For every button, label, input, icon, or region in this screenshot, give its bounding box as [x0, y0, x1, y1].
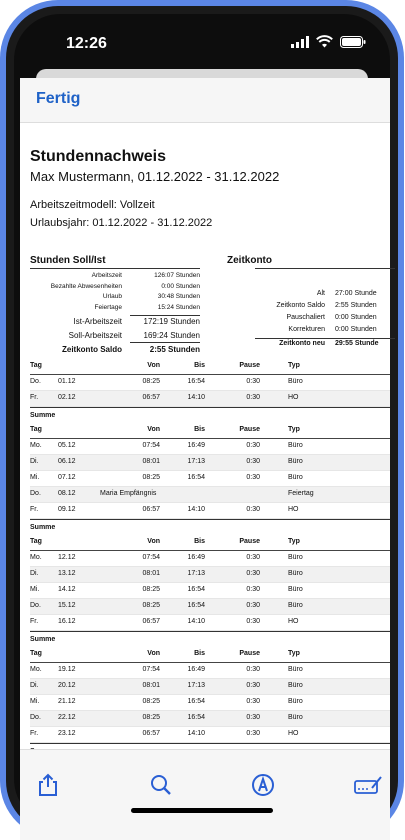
table-row	[30, 375, 390, 391]
to-cell: 16:54	[187, 586, 205, 593]
search-button[interactable]	[148, 772, 174, 798]
from-cell: 07:54	[142, 554, 160, 561]
header-bis: Bis	[194, 362, 205, 369]
type-cell: Büro	[288, 458, 303, 465]
pause-cell: 0:30	[246, 682, 260, 689]
search-icon	[148, 772, 174, 798]
header-pause: Pause	[239, 362, 260, 369]
header-bis: Bis	[194, 426, 205, 433]
signal-icon	[291, 36, 309, 48]
date-cell: 23.12	[58, 730, 76, 737]
sum-row	[30, 407, 390, 423]
to-cell: 14:10	[187, 618, 205, 625]
date-cell: 19.12	[58, 666, 76, 673]
signature-icon	[353, 772, 383, 798]
type-cell: Büro	[288, 474, 303, 481]
from-cell: 08:25	[142, 474, 160, 481]
type-cell: Büro	[288, 554, 303, 561]
pause-cell: 0:30	[246, 666, 260, 673]
summary-header: Stunden Soll/Ist	[30, 255, 106, 266]
table-row	[30, 711, 390, 727]
header-tag: Tag	[30, 362, 42, 369]
type-cell: Büro	[288, 666, 303, 673]
note-cell: Maria Empfängnis	[100, 490, 157, 497]
pause-cell: 0:30	[246, 698, 260, 705]
pause-cell: 0:30	[246, 394, 260, 401]
date-cell: 15.12	[58, 602, 76, 609]
from-cell: 06:57	[142, 394, 160, 401]
type-cell: Büro	[288, 698, 303, 705]
pause-cell: 0:30	[246, 570, 260, 577]
table-row	[30, 487, 390, 503]
battery-icon	[340, 36, 366, 48]
header-typ: Typ	[288, 650, 300, 657]
summary-label: Urlaub	[102, 293, 122, 300]
type-cell: HO	[288, 618, 299, 625]
from-cell: 08:25	[142, 698, 160, 705]
header-typ: Typ	[288, 538, 300, 545]
from-cell: 08:01	[142, 458, 160, 465]
header-typ: Typ	[288, 362, 300, 369]
sum-label: Summe	[30, 524, 56, 531]
to-cell: 16:54	[187, 714, 205, 721]
vacation-year: Urlaubsjahr: 01.12.2022 - 31.12.2022	[30, 217, 213, 229]
from-cell: 08:01	[142, 570, 160, 577]
type-cell: Büro	[288, 586, 303, 593]
day-cell: Fr.	[30, 730, 39, 737]
day-cell: Di.	[30, 458, 39, 465]
summary-value: 15:24 Stunden	[157, 304, 200, 311]
account-value: 0:00 Stunden	[335, 326, 377, 333]
header-tag: Tag	[30, 650, 42, 657]
status-time: 12:26	[66, 35, 107, 52]
summary-value: 2:55 Stunden	[149, 345, 200, 354]
day-cell: Mo.	[30, 554, 42, 561]
week-section	[30, 535, 390, 647]
to-cell: 16:54	[187, 602, 205, 609]
table-header-row	[30, 359, 390, 375]
table-row	[30, 567, 390, 583]
type-cell: HO	[288, 506, 299, 513]
share-icon	[35, 772, 61, 798]
header-pause: Pause	[239, 650, 260, 657]
header-bis: Bis	[194, 538, 205, 545]
date-cell: 14.12	[58, 586, 76, 593]
week-section	[30, 359, 390, 423]
date-cell: 09.12	[58, 506, 76, 513]
type-cell: Büro	[288, 682, 303, 689]
table-row	[30, 439, 390, 455]
summary-value: 0:00 Stunden	[161, 283, 200, 290]
from-cell: 07:54	[142, 666, 160, 673]
pause-cell: 0:30	[246, 618, 260, 625]
summary-block	[30, 272, 200, 356]
summary-divider	[30, 268, 200, 269]
to-cell: 16:49	[187, 666, 205, 673]
from-cell: 06:57	[142, 506, 160, 513]
pause-cell: 0:30	[246, 442, 260, 449]
type-cell: Büro	[288, 602, 303, 609]
date-cell: 07.12	[58, 474, 76, 481]
day-cell: Do.	[30, 490, 41, 497]
date-cell: 21.12	[58, 698, 76, 705]
from-cell: 08:25	[142, 586, 160, 593]
date-cell: 22.12	[58, 714, 76, 721]
pause-cell: 0:30	[246, 602, 260, 609]
type-cell: Feiertag	[288, 490, 314, 497]
account-label: Korrekturen	[288, 326, 325, 333]
home-indicator	[131, 808, 273, 813]
day-cell: Fr.	[30, 394, 39, 401]
date-cell: 01.12	[58, 378, 76, 385]
type-cell: Büro	[288, 378, 303, 385]
table-row	[30, 551, 390, 567]
header-von: Von	[147, 538, 160, 545]
sum-row	[30, 631, 390, 647]
date-cell: 20.12	[58, 682, 76, 689]
table-row	[30, 599, 390, 615]
summary-label: Arbeitszeit	[91, 272, 122, 279]
summary-label: Bezahlte Abwesenheiten	[50, 283, 122, 290]
table-row	[30, 679, 390, 695]
day-cell: Fr.	[30, 506, 39, 513]
to-cell: 14:10	[187, 394, 205, 401]
date-cell: 06.12	[58, 458, 76, 465]
share-button[interactable]	[35, 772, 61, 798]
day-cell: Mo.	[30, 666, 42, 673]
to-cell: 17:13	[187, 682, 205, 689]
sum-label: Summe	[30, 412, 56, 419]
day-cell: Di.	[30, 570, 39, 577]
day-cell: Mi.	[30, 698, 40, 705]
pause-cell: 0:30	[246, 458, 260, 465]
sum-row	[30, 519, 390, 535]
date-cell: 13.12	[58, 570, 76, 577]
table-row	[30, 471, 390, 487]
summary-label: Zeitkonto Saldo	[62, 345, 122, 354]
to-cell: 16:54	[187, 378, 205, 385]
header-tag: Tag	[30, 426, 42, 433]
table-row	[30, 391, 390, 407]
header-von: Von	[147, 426, 160, 433]
table-row	[30, 583, 390, 599]
date-cell: 05.12	[58, 442, 76, 449]
header-typ: Typ	[288, 426, 300, 433]
screen	[14, 14, 390, 825]
summary-value: 30:48 Stunden	[157, 293, 200, 300]
account-rule	[255, 338, 395, 339]
nav-bar	[20, 78, 390, 123]
day-cell: Fr.	[30, 618, 39, 625]
account-value: 29:55 Stunde	[335, 340, 379, 347]
document-sheet	[20, 78, 390, 838]
header-von: Von	[147, 362, 160, 369]
from-cell: 06:57	[142, 618, 160, 625]
document-title: Stundennachweis	[30, 148, 167, 165]
to-cell: 14:10	[187, 506, 205, 513]
week-section	[30, 647, 390, 759]
markup-button[interactable]	[250, 772, 276, 798]
to-cell: 14:10	[187, 730, 205, 737]
wifi-icon	[316, 36, 333, 48]
account-value: 27:00 Stunde	[335, 290, 377, 297]
summary-value: 126:07 Stunden	[154, 272, 200, 279]
from-cell: 08:25	[142, 378, 160, 385]
summary-label: Feiertage	[94, 304, 122, 311]
table-row	[30, 503, 390, 519]
table-row	[30, 727, 390, 743]
to-cell: 17:13	[187, 570, 205, 577]
from-cell: 07:54	[142, 442, 160, 449]
date-cell: 16.12	[58, 618, 76, 625]
pause-cell: 0:30	[246, 378, 260, 385]
table-row	[30, 455, 390, 471]
account-label: Alt	[316, 290, 325, 297]
pause-cell: 0:30	[246, 474, 260, 481]
header-bis: Bis	[194, 650, 205, 657]
summary-label: Ist-Arbeitszeit	[73, 317, 122, 326]
date-cell: 08.12	[58, 490, 76, 497]
table-header-row	[30, 535, 390, 551]
pause-cell: 0:30	[246, 714, 260, 721]
header-tag: Tag	[30, 538, 42, 545]
account-label: Zeitkonto Saldo	[276, 302, 325, 309]
from-cell: 08:25	[142, 714, 160, 721]
account-header: Zeitkonto	[227, 255, 272, 266]
from-cell: 08:01	[142, 682, 160, 689]
type-cell: Büro	[288, 714, 303, 721]
date-cell: 12.12	[58, 554, 76, 561]
from-cell: 08:25	[142, 602, 160, 609]
bottom-toolbar	[20, 749, 390, 840]
day-cell: Mo.	[30, 442, 42, 449]
done-button[interactable]: Fertig	[36, 90, 81, 107]
summary-rule	[130, 342, 200, 343]
pause-cell: 0:30	[246, 730, 260, 737]
to-cell: 17:13	[187, 458, 205, 465]
day-cell: Do.	[30, 714, 41, 721]
account-label: Pauschaliert	[286, 314, 325, 321]
pause-cell: 0:30	[246, 506, 260, 513]
day-cell: Mi.	[30, 474, 40, 481]
document-subtitle: Max Mustermann, 01.12.2022 - 31.12.2022	[30, 169, 280, 184]
signature-button[interactable]	[353, 772, 379, 798]
summary-label: Soll-Arbeitszeit	[68, 331, 122, 340]
account-label: Zeitkonto neu	[279, 340, 325, 347]
table-row	[30, 695, 390, 711]
header-pause: Pause	[239, 426, 260, 433]
summary-rule	[130, 315, 200, 316]
to-cell: 16:54	[187, 698, 205, 705]
day-cell: Di.	[30, 682, 39, 689]
account-block	[255, 272, 395, 356]
from-cell: 06:57	[142, 730, 160, 737]
header-von: Von	[147, 650, 160, 657]
time-table	[30, 359, 390, 759]
week-section	[30, 423, 390, 535]
summary-value: 172:19 Stunden	[143, 317, 200, 326]
to-cell: 16:49	[187, 554, 205, 561]
status-icons	[291, 36, 366, 48]
type-cell: HO	[288, 730, 299, 737]
to-cell: 16:49	[187, 442, 205, 449]
work-time-model: Arbeitszeitmodell: Vollzeit	[30, 199, 155, 211]
table-header-row	[30, 647, 390, 663]
day-cell: Do.	[30, 378, 41, 385]
status-bar	[14, 14, 390, 74]
account-divider	[255, 268, 395, 269]
account-value: 0:00 Stunden	[335, 314, 377, 321]
markup-pen-icon	[250, 772, 276, 798]
account-value: 2:55 Stunden	[335, 302, 377, 309]
day-cell: Mi.	[30, 586, 40, 593]
date-cell: 02.12	[58, 394, 76, 401]
to-cell: 16:54	[187, 474, 205, 481]
pause-cell: 0:30	[246, 586, 260, 593]
sum-label: Summe	[30, 636, 56, 643]
header-pause: Pause	[239, 538, 260, 545]
table-row	[30, 615, 390, 631]
type-cell: HO	[288, 394, 299, 401]
type-cell: Büro	[288, 570, 303, 577]
table-header-row	[30, 423, 390, 439]
pause-cell: 0:30	[246, 554, 260, 561]
table-row	[30, 663, 390, 679]
summary-value: 169:24 Stunden	[143, 331, 200, 340]
day-cell: Do.	[30, 602, 41, 609]
type-cell: Büro	[288, 442, 303, 449]
pdf-document[interactable]	[20, 123, 390, 749]
